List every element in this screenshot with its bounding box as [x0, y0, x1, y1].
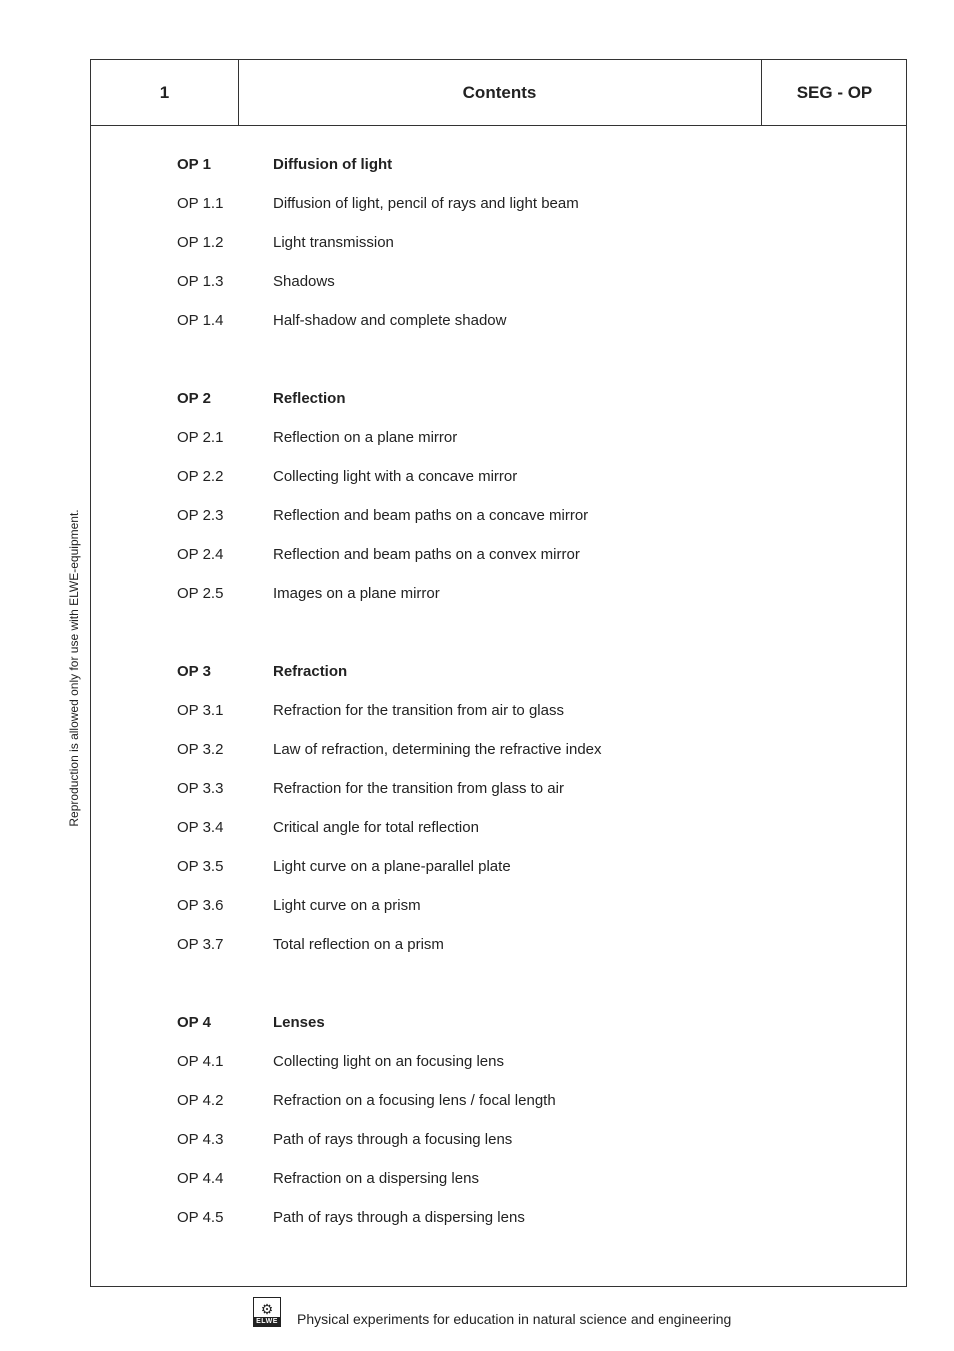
toc-entry [177, 780, 877, 819]
entry-title: Path of rays through a focusing lens [273, 1131, 513, 1148]
reproduction-notice: Reproduction is allowed only for use with ELWE-equipment. [67, 509, 81, 827]
entry-title: Collecting light on an focusing lens [273, 1053, 504, 1070]
footer [253, 1297, 731, 1327]
toc-entry [177, 858, 877, 897]
entry-title: Critical angle for total reflection [273, 819, 479, 836]
entry-title: Reflection and beam paths on a concave mirror [273, 507, 589, 524]
page-frame [90, 59, 907, 1287]
section-code: OP 2 [177, 390, 211, 407]
entry-code: OP 4.3 [177, 1131, 224, 1148]
entry-code: OP 3.2 [177, 741, 224, 758]
entry-code: OP 3.7 [177, 936, 224, 953]
entry-title: Refraction on a focusing lens / focal length [273, 1092, 556, 1109]
entry-code: OP 1.2 [177, 234, 224, 251]
toc-entry [177, 468, 877, 507]
entry-code: OP 3.5 [177, 858, 224, 875]
entry-code: OP 3.3 [177, 780, 224, 797]
toc-entry [177, 429, 877, 468]
logo-text: ELWE [254, 1317, 280, 1326]
toc-entry [177, 741, 877, 780]
table-of-contents [177, 156, 877, 1287]
entry-code: OP 1.1 [177, 195, 224, 212]
entry-title: Refraction for the transition from air to glass [273, 702, 564, 719]
section-title: Reflection [273, 390, 346, 407]
page-number: 1 [91, 60, 239, 125]
entry-code: OP 4.5 [177, 1209, 224, 1226]
entry-code: OP 4.2 [177, 1092, 224, 1109]
elwe-logo [253, 1297, 281, 1327]
toc-section-heading [177, 663, 877, 702]
toc-section [177, 390, 877, 624]
entry-code: OP 2.1 [177, 429, 224, 446]
toc-entry [177, 195, 877, 234]
toc-section-heading [177, 390, 877, 429]
entry-code: OP 2.3 [177, 507, 224, 524]
entry-title: Half-shadow and complete shadow [273, 312, 507, 329]
toc-entry [177, 897, 877, 936]
toc-entry [177, 936, 877, 975]
entry-code: OP 1.4 [177, 312, 224, 329]
toc-entry [177, 234, 877, 273]
entry-title: Images on a plane mirror [273, 585, 440, 602]
section-code: OP 4 [177, 1014, 211, 1031]
entry-title: Refraction on a dispersing lens [273, 1170, 479, 1187]
toc-entry [177, 819, 877, 858]
header-table [91, 60, 906, 126]
toc-section [177, 156, 877, 351]
page-title: Contents [238, 60, 762, 125]
entry-title: Law of refraction, determining the refractive index [273, 741, 602, 758]
entry-code: OP 2.2 [177, 468, 224, 485]
entry-code: OP 2.4 [177, 546, 224, 563]
section-title: Lenses [273, 1014, 325, 1031]
toc-section [177, 1014, 877, 1248]
logo-figure-icon: ⚙ [260, 1301, 274, 1317]
footer-text: Physical experiments for education in natural science and engineering [297, 1311, 732, 1327]
toc-entry [177, 312, 877, 351]
toc-entry [177, 1131, 877, 1170]
toc-entry [177, 1209, 877, 1248]
entry-code: OP 3.6 [177, 897, 224, 914]
entry-title: Refraction for the transition from glass to air [273, 780, 564, 797]
entry-title: Light transmission [273, 234, 394, 251]
entry-code: OP 4.1 [177, 1053, 224, 1070]
entry-code: OP 3.4 [177, 819, 224, 836]
entry-title: Shadows [273, 273, 335, 290]
entry-title: Diffusion of light, pencil of rays and light beam [273, 195, 579, 212]
document-code: SEG - OP [796, 82, 873, 102]
entry-title: Path of rays through a dispersing lens [273, 1209, 525, 1226]
entry-code: OP 4.4 [177, 1170, 224, 1187]
section-code: OP 3 [177, 663, 211, 680]
toc-section [177, 663, 877, 975]
toc-entry [177, 1170, 877, 1209]
toc-entry [177, 1053, 877, 1092]
entry-title: Light curve on a plane-parallel plate [273, 858, 511, 875]
entry-title: Collecting light with a concave mirror [273, 468, 518, 485]
toc-entry [177, 702, 877, 741]
toc-section-heading [177, 156, 877, 195]
entry-title: Total reflection on a prism [273, 936, 444, 953]
section-title: Diffusion of light [273, 156, 393, 173]
toc-entry [177, 1092, 877, 1131]
toc-entry [177, 546, 877, 585]
entry-code: OP 2.5 [177, 585, 224, 602]
toc-entry [177, 273, 877, 312]
toc-section-heading [177, 1014, 877, 1053]
section-title: Refraction [273, 663, 348, 680]
entry-title: Light curve on a prism [273, 897, 421, 914]
entry-code: OP 1.3 [177, 273, 224, 290]
section-code: OP 1 [177, 156, 211, 173]
entry-title: Reflection and beam paths on a convex mirror [273, 546, 580, 563]
entry-code: OP 3.1 [177, 702, 224, 719]
toc-entry [177, 507, 877, 546]
toc-entry [177, 585, 877, 624]
entry-title: Reflection on a plane mirror [273, 429, 458, 446]
